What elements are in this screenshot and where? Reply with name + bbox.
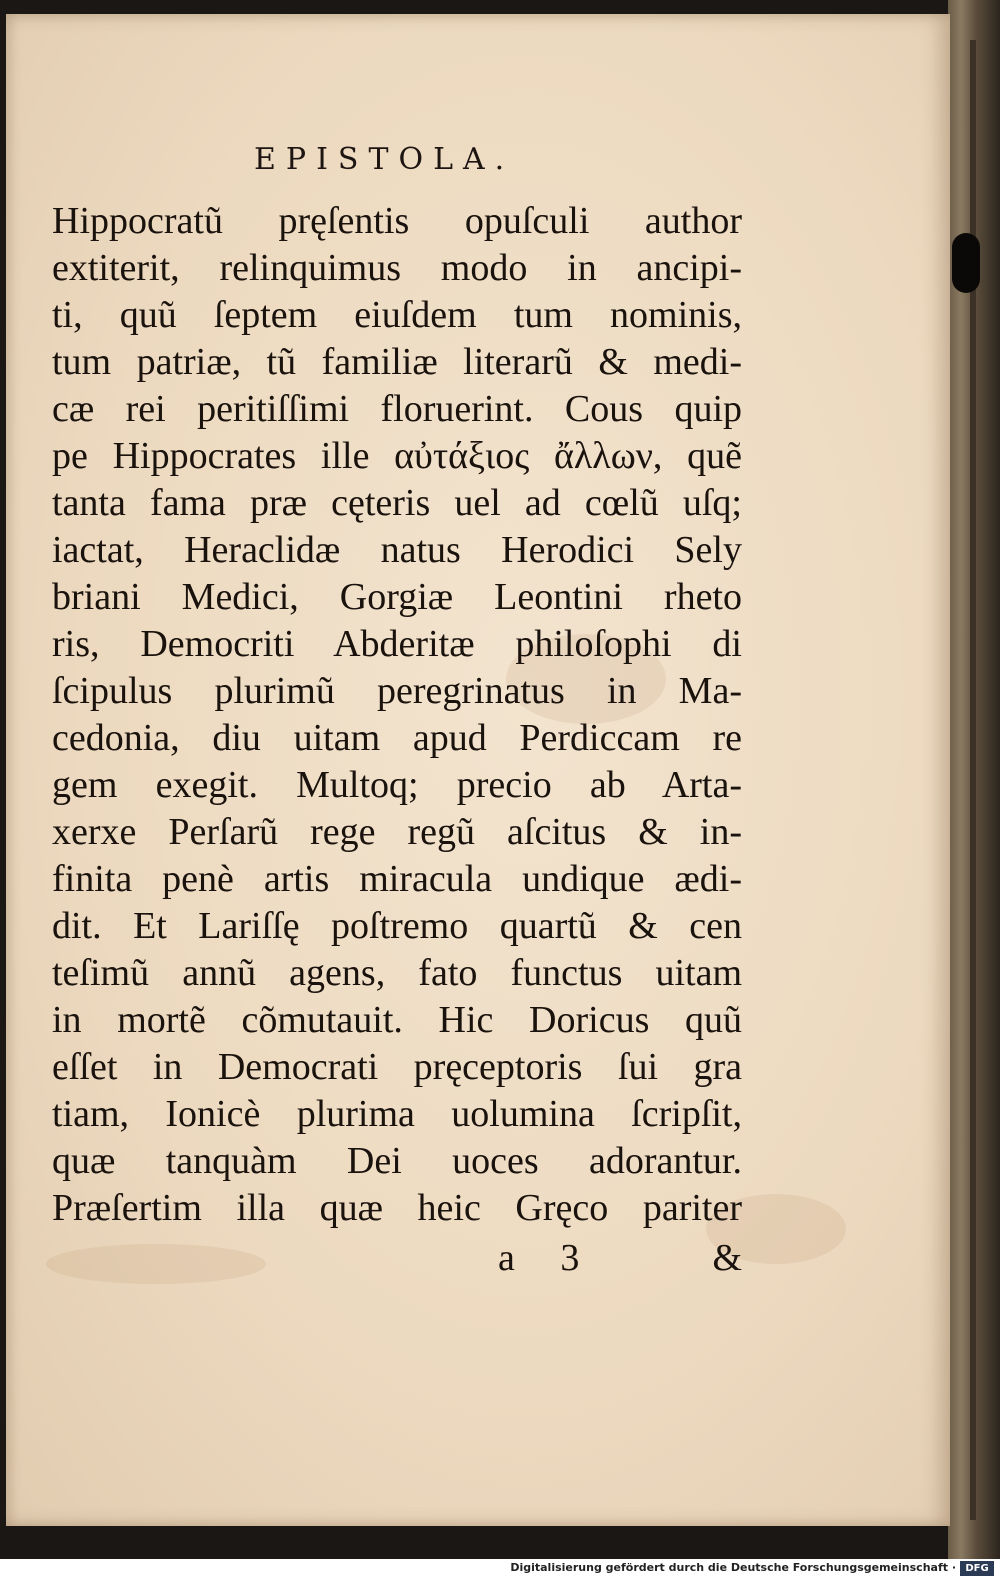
text-line: tanta fama præ cęteris uel ad cœlũ uſq; bbox=[52, 482, 742, 524]
running-head: EPISTOLA. bbox=[254, 142, 515, 177]
text-line: briani Medici, Gorgiæ Leontini rheto bbox=[52, 576, 742, 618]
text-line: ris, Democriti Abderitæ philoſophi di bbox=[52, 623, 742, 665]
page-text bbox=[52, 198, 742, 1232]
catchword: & bbox=[712, 1237, 742, 1279]
text-line: Præſertim illa quæ heic Gręco pariter bbox=[52, 1187, 742, 1229]
book-clasp bbox=[952, 233, 980, 293]
text-line: ſcipulus plurimũ peregrinatus in Ma- bbox=[52, 670, 742, 712]
text-line: dit. Et Lariſſę poſtremo quartũ & cen bbox=[52, 905, 742, 947]
signature-line bbox=[52, 1236, 742, 1283]
text-line: finita penè artis miracula undique ædi- bbox=[52, 858, 742, 900]
text-line: Hippocratũ pręſentis opuſculi author bbox=[52, 200, 742, 242]
text-line: teſimũ annũ agens, fato functus uitam bbox=[52, 952, 742, 994]
text-line: tum patriæ, tũ familiæ literarũ & medi- bbox=[52, 341, 742, 383]
signature-mark: a 3 bbox=[498, 1237, 598, 1279]
text-line: gem exegit. Multoq; precio ab Arta- bbox=[52, 764, 742, 806]
book-page bbox=[6, 14, 950, 1526]
text-line: cæ rei peritiſſimi floruerint. Cous quip bbox=[52, 388, 742, 430]
text-line: cedonia, diu uitam apud Perdiccam re bbox=[52, 717, 742, 759]
dfg-logo-icon: DFG bbox=[960, 1561, 994, 1576]
text-line: quæ tanquàm Dei uoces adorantur. bbox=[52, 1140, 742, 1182]
text-line: ti, quũ ſeptem eiuſdem tum nominis, bbox=[52, 294, 742, 336]
text-line: eſſet in Democrati pręceptoris ſui gra bbox=[52, 1046, 742, 1088]
text-line: pe Hippocrates ille αὐτάξιος ἄλλων, quẽ bbox=[52, 435, 742, 477]
funding-credit: Digitalisierung gefördert durch die Deutsche Forschungsgemeinschaft · bbox=[510, 1561, 956, 1574]
text-line: in mortẽ cõmutauit. Hic Doricus quũ bbox=[52, 999, 742, 1041]
text-line: xerxe Perſarũ rege regũ aſcitus & in- bbox=[52, 811, 742, 853]
text-line: iactat, Heraclidæ natus Herodici Sely bbox=[52, 529, 742, 571]
footer-bar bbox=[0, 1559, 1000, 1579]
text-line: extiterit, relinquimus modo in ancipi- bbox=[52, 247, 742, 289]
text-line: tiam, Ionicè plurima uolumina ſcripſit, bbox=[52, 1093, 742, 1135]
